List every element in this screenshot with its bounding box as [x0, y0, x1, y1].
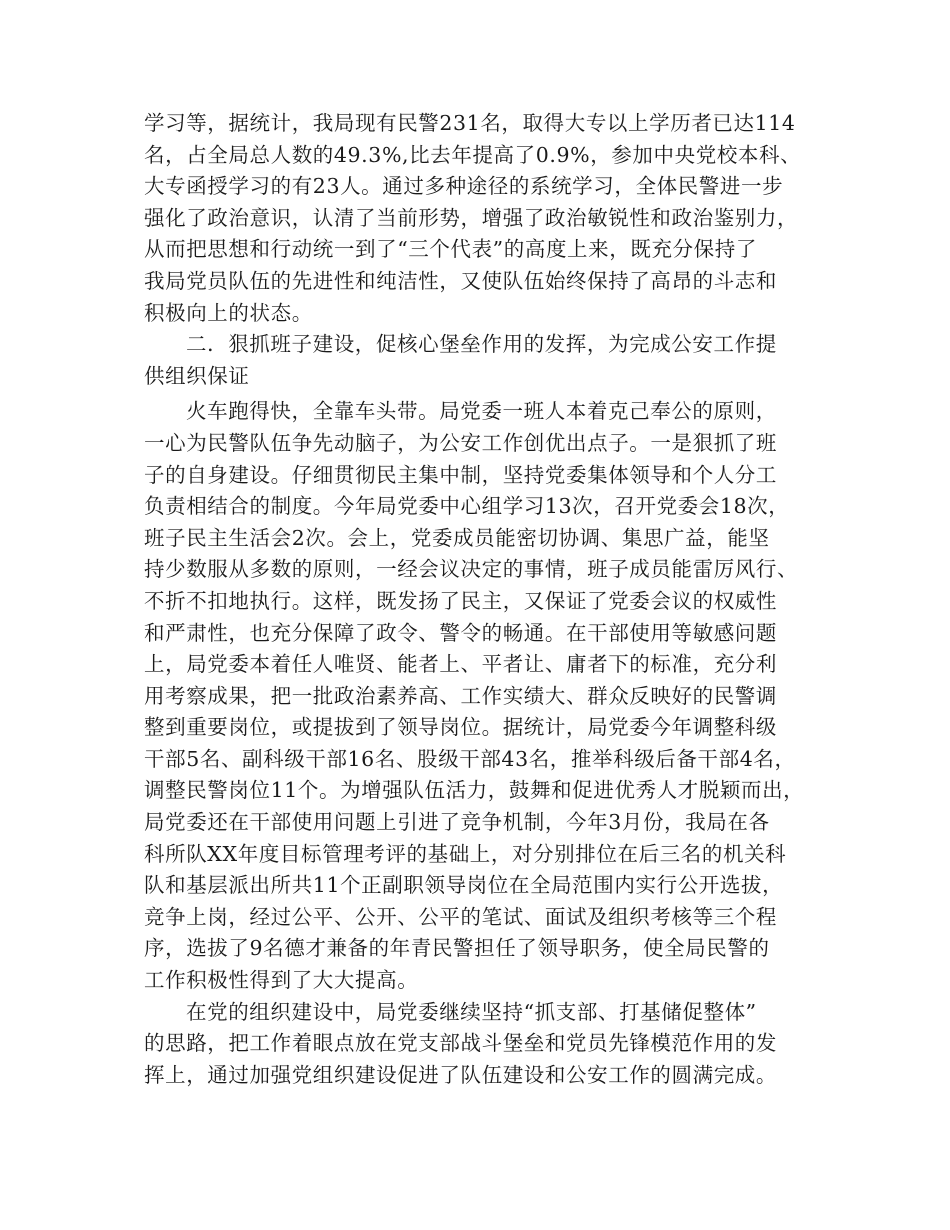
text-line: 干部5名、副科级干部16名、股级干部43名，推举科级后备干部4名， — [144, 746, 796, 771]
text-line: 火车跑得快，全靠车头带。局党委一班人本着克己奉公的原则， — [186, 399, 777, 424]
section-heading-line: 供组织保证 — [144, 363, 250, 388]
text-line: 从而把思想和行动统一到了“三个代表”的高度上来，既充分保持了 — [144, 237, 757, 262]
text-line: 名，占全局总人数的49.3%,比去年提高了0.9%，参加中央党校本科、 — [144, 142, 802, 167]
text-line: 上，局党委本着任人唯贤、能者上、平者让、庸者下的标准，充分利 — [144, 652, 777, 677]
text-line: 和严肃性，也充分保障了政令、警令的畅通。在干部使用等敏感问题 — [144, 620, 777, 645]
text-line: 积极向上的状态。 — [144, 300, 313, 325]
text-line: 强化了政治意识，认清了当前形势，增强了政治敏锐性和政治鉴别力， — [144, 205, 799, 230]
text-line: 一心为民警队伍争先动脑子，为公安工作创优出点子。一是狠抓了班 — [144, 430, 777, 455]
text-line: 用考察成果，把一批政治素养高、工作实绩大、群众反映好的民警调 — [144, 683, 777, 708]
text-line: 局党委还在干部使用问题上引进了竞争机制，今年3月份，我局在各 — [144, 810, 770, 835]
section-heading-line: 二．狠抓班子建设，促核心堡垒作用的发挥，为完成公安工作提 — [186, 332, 777, 357]
text-line: 工作积极性得到了大大提高。 — [144, 968, 419, 993]
text-line: 学习等，据统计，我局现有民警231名，取得大专以上学历者已达114 — [144, 111, 796, 135]
text-line: 竞争上岗，经过公平、公开、公平的笔试、面试及组织考核等三个程 — [144, 904, 777, 929]
text-line: 持少数服从多数的原则，一经会议决定的事情，班子成员能雷厉风行、 — [144, 557, 799, 582]
text-line: 不折不扣地执行。这样，既发扬了民主，又保证了党委会议的权威性 — [144, 588, 777, 613]
text-line: 整到重要岗位，或提拔到了领导岗位。据统计，局党委今年调整科级 — [144, 715, 777, 740]
text-line: 的思路，把工作着眼点放在党支部战斗堡垒和党员先锋模范作用的发 — [144, 1031, 777, 1056]
text-line: 科所队XX年度目标管理考评的基础上，对分别排位在后三名的机关科 — [144, 841, 787, 866]
text-line: 挥上，通过加强党组织建设促进了队伍建设和公安工作的圆满完成。 — [144, 1062, 777, 1087]
text-line: 我局党员队伍的先进性和纯洁性，又使队伍始终保持了高昂的斗志和 — [144, 268, 777, 293]
text-line: 大专函授学习的有23人。通过多种途径的系统学习，全体民警进一步 — [144, 174, 784, 199]
text-line: 序，选拔了9名德才兼备的年青民警担任了领导职务，使全局民警的 — [144, 936, 770, 961]
text-line: 在党的组织建设中，局党委继续坚持“抓支部、打基储促整体” — [186, 999, 757, 1024]
text-line: 负责相结合的制度。今年局党委中心组学习13次，召开党委会18次， — [144, 494, 790, 519]
document-body — [144, 108, 806, 1091]
text-line: 班子民主生活会2次。会上，党委成员能密切协调、集思广益，能坚 — [144, 525, 770, 550]
text-line: 队和基层派出所共11个正副职领导岗位在全局范围内实行公开选拔， — [144, 873, 784, 898]
text-line: 子的自身建设。仔细贯彻民主集中制，坚持党委集体领导和个人分工 — [144, 462, 777, 487]
text-line: 调整民警岗位11个。为增强队伍活力，鼓舞和促进优秀人才脱颖而出， — [144, 778, 805, 803]
